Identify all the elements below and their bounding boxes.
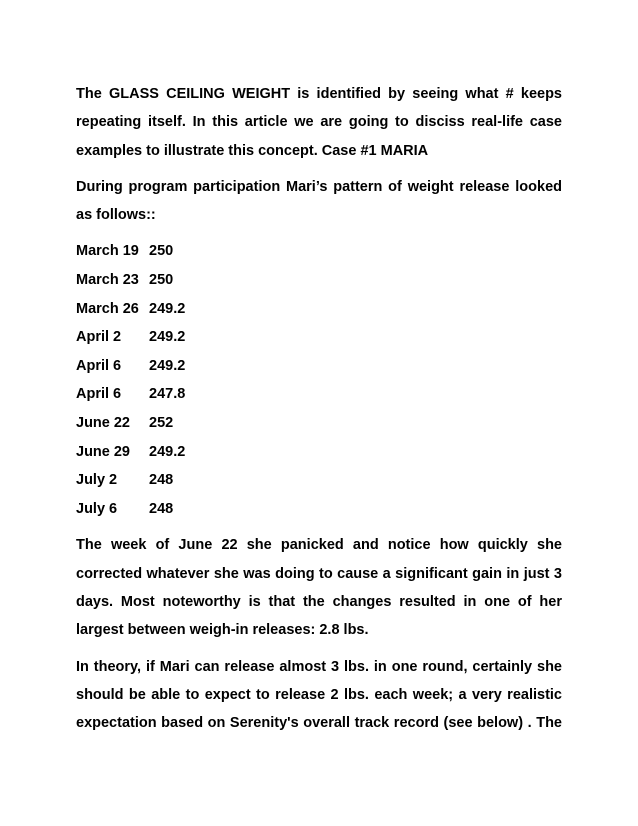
entry-date: April 6 <box>76 357 122 374</box>
weight-entry <box>76 466 562 495</box>
entry-weight: 250 <box>149 243 174 260</box>
weight-entry <box>76 323 562 352</box>
june-paragraph: The week of June 22 she panicked and notice how quickly she corrected whatever she was doing to cause a significant gain in just 3 days. Most noteworthy is that the changes resulted in one of her largest between weigh-in releases: 2.8 lbs. <box>76 537 562 639</box>
entry-date: March 19 <box>76 243 139 260</box>
entry-date: April 2 <box>76 329 122 346</box>
entry-weight: 249.2 <box>149 329 186 346</box>
entry-weight: 250 <box>149 272 174 289</box>
entry-date: June 22 <box>76 415 130 432</box>
entry-date: March 23 <box>76 272 139 289</box>
weight-entry <box>76 438 562 467</box>
weight-entries-list <box>76 237 562 523</box>
entry-date: April 6 <box>76 386 122 403</box>
pattern-intro-paragraph: During program participation Mari’s pattern of weight release looked as follows:: <box>76 178 562 224</box>
entry-weight: 248 <box>149 472 174 489</box>
weight-entry <box>76 380 562 409</box>
entry-weight: 249.2 <box>149 300 186 317</box>
entry-weight: 249.2 <box>149 357 186 374</box>
weight-entry <box>76 266 562 295</box>
entry-date: July 2 <box>76 472 118 489</box>
weight-entry <box>76 352 562 381</box>
weight-entry <box>76 237 562 266</box>
entry-weight: 252 <box>149 415 174 432</box>
theory-paragraph: In theory, if Mari can release almost 3 lbs. in one round, certainly she should be able to expect to release 2 lbs. each week; a very realistic expectation based on Serenity's overall track record (see below) . The <box>76 658 562 732</box>
entry-date: March 26 <box>76 300 139 317</box>
entry-weight: 249.2 <box>149 443 186 460</box>
intro-paragraph: The GLASS CEILING WEIGHT is identified by seeing what # keeps repeating itself. In this article we are going to disciss real-life case examples to illustrate this concept. Case #1 MARIA <box>76 86 562 159</box>
entry-weight: 248 <box>149 500 174 517</box>
entry-date: June 29 <box>76 443 130 460</box>
weight-entry <box>76 409 562 438</box>
weight-entry <box>76 295 562 324</box>
entry-date: July 6 <box>76 500 118 517</box>
weight-entry <box>76 495 562 524</box>
entry-weight: 247.8 <box>149 386 186 403</box>
document-page <box>76 80 562 738</box>
